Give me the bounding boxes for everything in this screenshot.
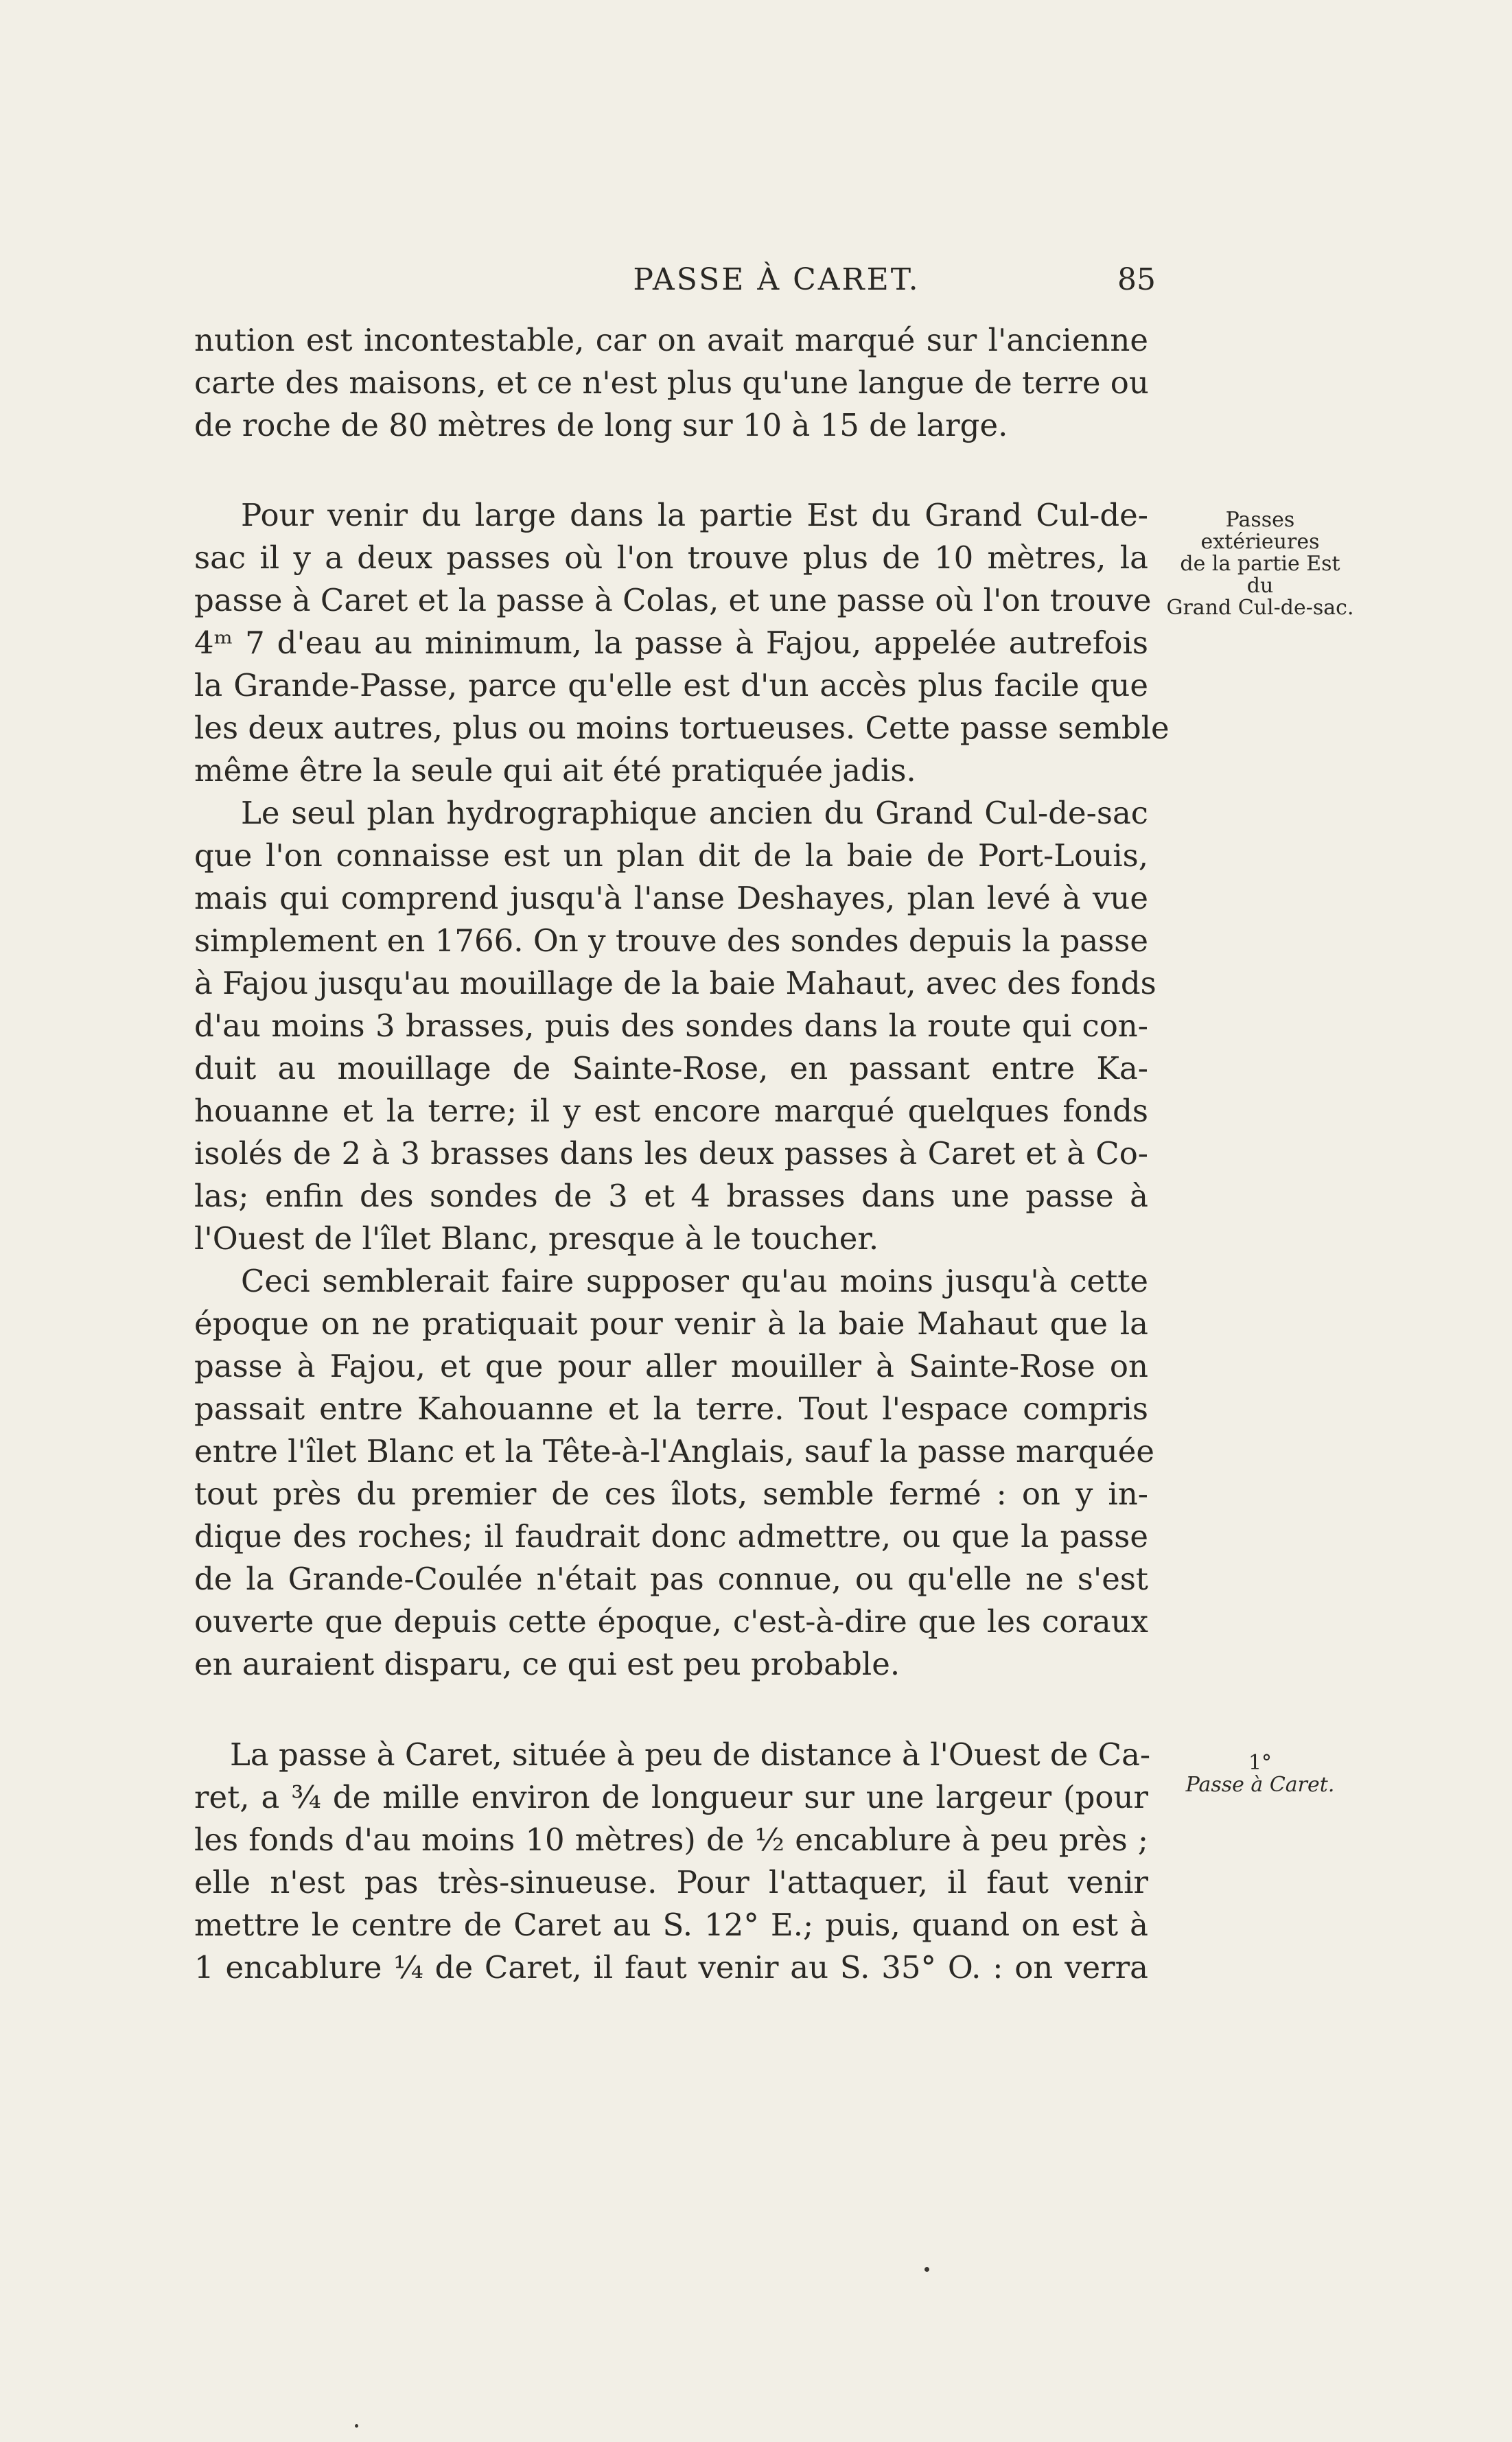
text-line: entre l'îlet Blanc et la Tête-à-l'Anglais, sauf la passe marquée xyxy=(194,1433,1155,1469)
paragraph xyxy=(194,1260,1155,1686)
margin-note-line: Passes xyxy=(1225,508,1295,532)
text-line: mettre le centre de Caret au S. 12° E.; puis, quand on est à xyxy=(194,1907,1148,1943)
text-line: isolés de 2 à 3 brasses dans les deux passes à Caret et à Co- xyxy=(194,1135,1148,1172)
text-line: simplement en 1766. On y trouve des sondes depuis la passe xyxy=(194,922,1148,959)
text-line: ret, a ¾ de mille environ de longueur sur une largeur (pour xyxy=(194,1779,1148,1815)
margin-note-passe-a-caret xyxy=(1164,1752,1356,1796)
text-line: Le seul plan hydrographique ancien du Grand Cul-de-sac xyxy=(241,795,1148,831)
text-line: la Grande-Passe, parce qu'elle est d'un accès plus facile que xyxy=(194,667,1148,703)
margin-note-line: extérieures xyxy=(1200,530,1320,554)
text-line: mais qui comprend jusqu'à l'anse Deshayes, plan levé à vue xyxy=(194,880,1148,916)
text-line: Ceci semblerait faire supposer qu'au moins jusqu'à cette xyxy=(241,1263,1148,1299)
paragraph-continued xyxy=(194,319,1148,447)
paragraph xyxy=(194,494,1170,792)
text-line: las; enfin des sondes de 3 et 4 brasses dans une passe à xyxy=(194,1178,1148,1214)
text-line: ouverte que depuis cette époque, c'est-à-dire que les coraux xyxy=(194,1603,1148,1640)
text-line: les deux autres, plus ou moins tortueuses. Cette passe semble xyxy=(194,710,1170,746)
text-line: elle n'est pas très-sinueuse. Pour l'attaquer, il faut venir xyxy=(194,1864,1148,1900)
text-line: tout près du premier de ces îlots, semble fermé : on y in- xyxy=(194,1476,1148,1512)
text-line: en auraient disparu, ce qui est peu probable. xyxy=(194,1646,900,1682)
section-passe-a-caret xyxy=(194,1734,1151,1989)
text-line: 1 encablure ¼ de Caret, il faut venir au S. 35° O. : on verra xyxy=(194,1949,1148,1986)
margin-note-line: Grand Cul-de-sac. xyxy=(1166,596,1354,620)
text-line: l'Ouest de l'îlet Blanc, presque à le toucher. xyxy=(194,1220,879,1257)
text-line: La passe à Caret, située à peu de distance à l'Ouest de Ca- xyxy=(230,1736,1151,1773)
paper-speck xyxy=(924,2267,929,2272)
text-line: passait entre Kahouanne et la terre. Tout l'espace compris xyxy=(194,1391,1148,1427)
running-header-title: PASSE À CARET. xyxy=(633,262,920,297)
main-section xyxy=(194,494,1170,1686)
text-line: à Fajou jusqu'au mouillage de la baie Mahaut, avec des fonds xyxy=(194,965,1156,1001)
text-line: carte des maisons, et ce n'est plus qu'une langue de terre ou xyxy=(194,364,1149,401)
text-line: même être la seule qui ait été pratiquée jadis. xyxy=(194,752,916,789)
page-number: 85 xyxy=(1117,262,1156,297)
text-line: époque on ne pratiquait pour venir à la baie Mahaut que la xyxy=(194,1305,1148,1342)
text-line: que l'on connaisse est un plan dit de la baie de Port-Louis, xyxy=(194,837,1148,874)
margin-note-passes xyxy=(1164,509,1356,619)
text-line: 4ᵐ 7 d'eau au minimum, la passe à Fajou, appelée autrefois xyxy=(194,625,1148,661)
margin-note-line: Passe à Caret. xyxy=(1185,1773,1335,1797)
text-line: d'au moins 3 brasses, puis des sondes dans la route qui con- xyxy=(194,1008,1148,1044)
text-line: Pour venir du large dans la partie Est du Grand Cul-de- xyxy=(241,497,1148,533)
text-line: sac il y a deux passes où l'on trouve plus de 10 mètres, la xyxy=(194,539,1148,576)
text-line: duit au mouillage de Sainte-Rose, en passant entre Ka- xyxy=(194,1050,1148,1086)
text-line: dique des roches; il faudrait donc admettre, ou que la passe xyxy=(194,1518,1148,1555)
margin-note-line: de la partie Est xyxy=(1180,552,1340,576)
paragraph xyxy=(194,792,1156,1260)
text-line: de la Grande-Coulée n'était pas connue, ou qu'elle ne s'est xyxy=(194,1561,1148,1597)
text-line: nution est incontestable, car on avait marqué sur l'ancienne xyxy=(194,322,1148,358)
text-line: de roche de 80 mètres de long sur 10 à 15 de large. xyxy=(194,407,1008,443)
text-line: passe à Caret et la passe à Colas, et une passe où l'on trouve xyxy=(194,582,1152,618)
text-line: passe à Fajou, et que pour aller mouiller à Sainte-Rose on xyxy=(194,1348,1148,1384)
text-line: houanne et la terre; il y est encore marqué quelques fonds xyxy=(194,1093,1148,1129)
margin-note-line: 1° xyxy=(1248,1751,1272,1775)
margin-note-line: du xyxy=(1246,574,1274,598)
text-line: les fonds d'au moins 10 mètres) de ½ encablure à peu près ; xyxy=(194,1822,1148,1858)
paper-speck xyxy=(355,2424,358,2428)
